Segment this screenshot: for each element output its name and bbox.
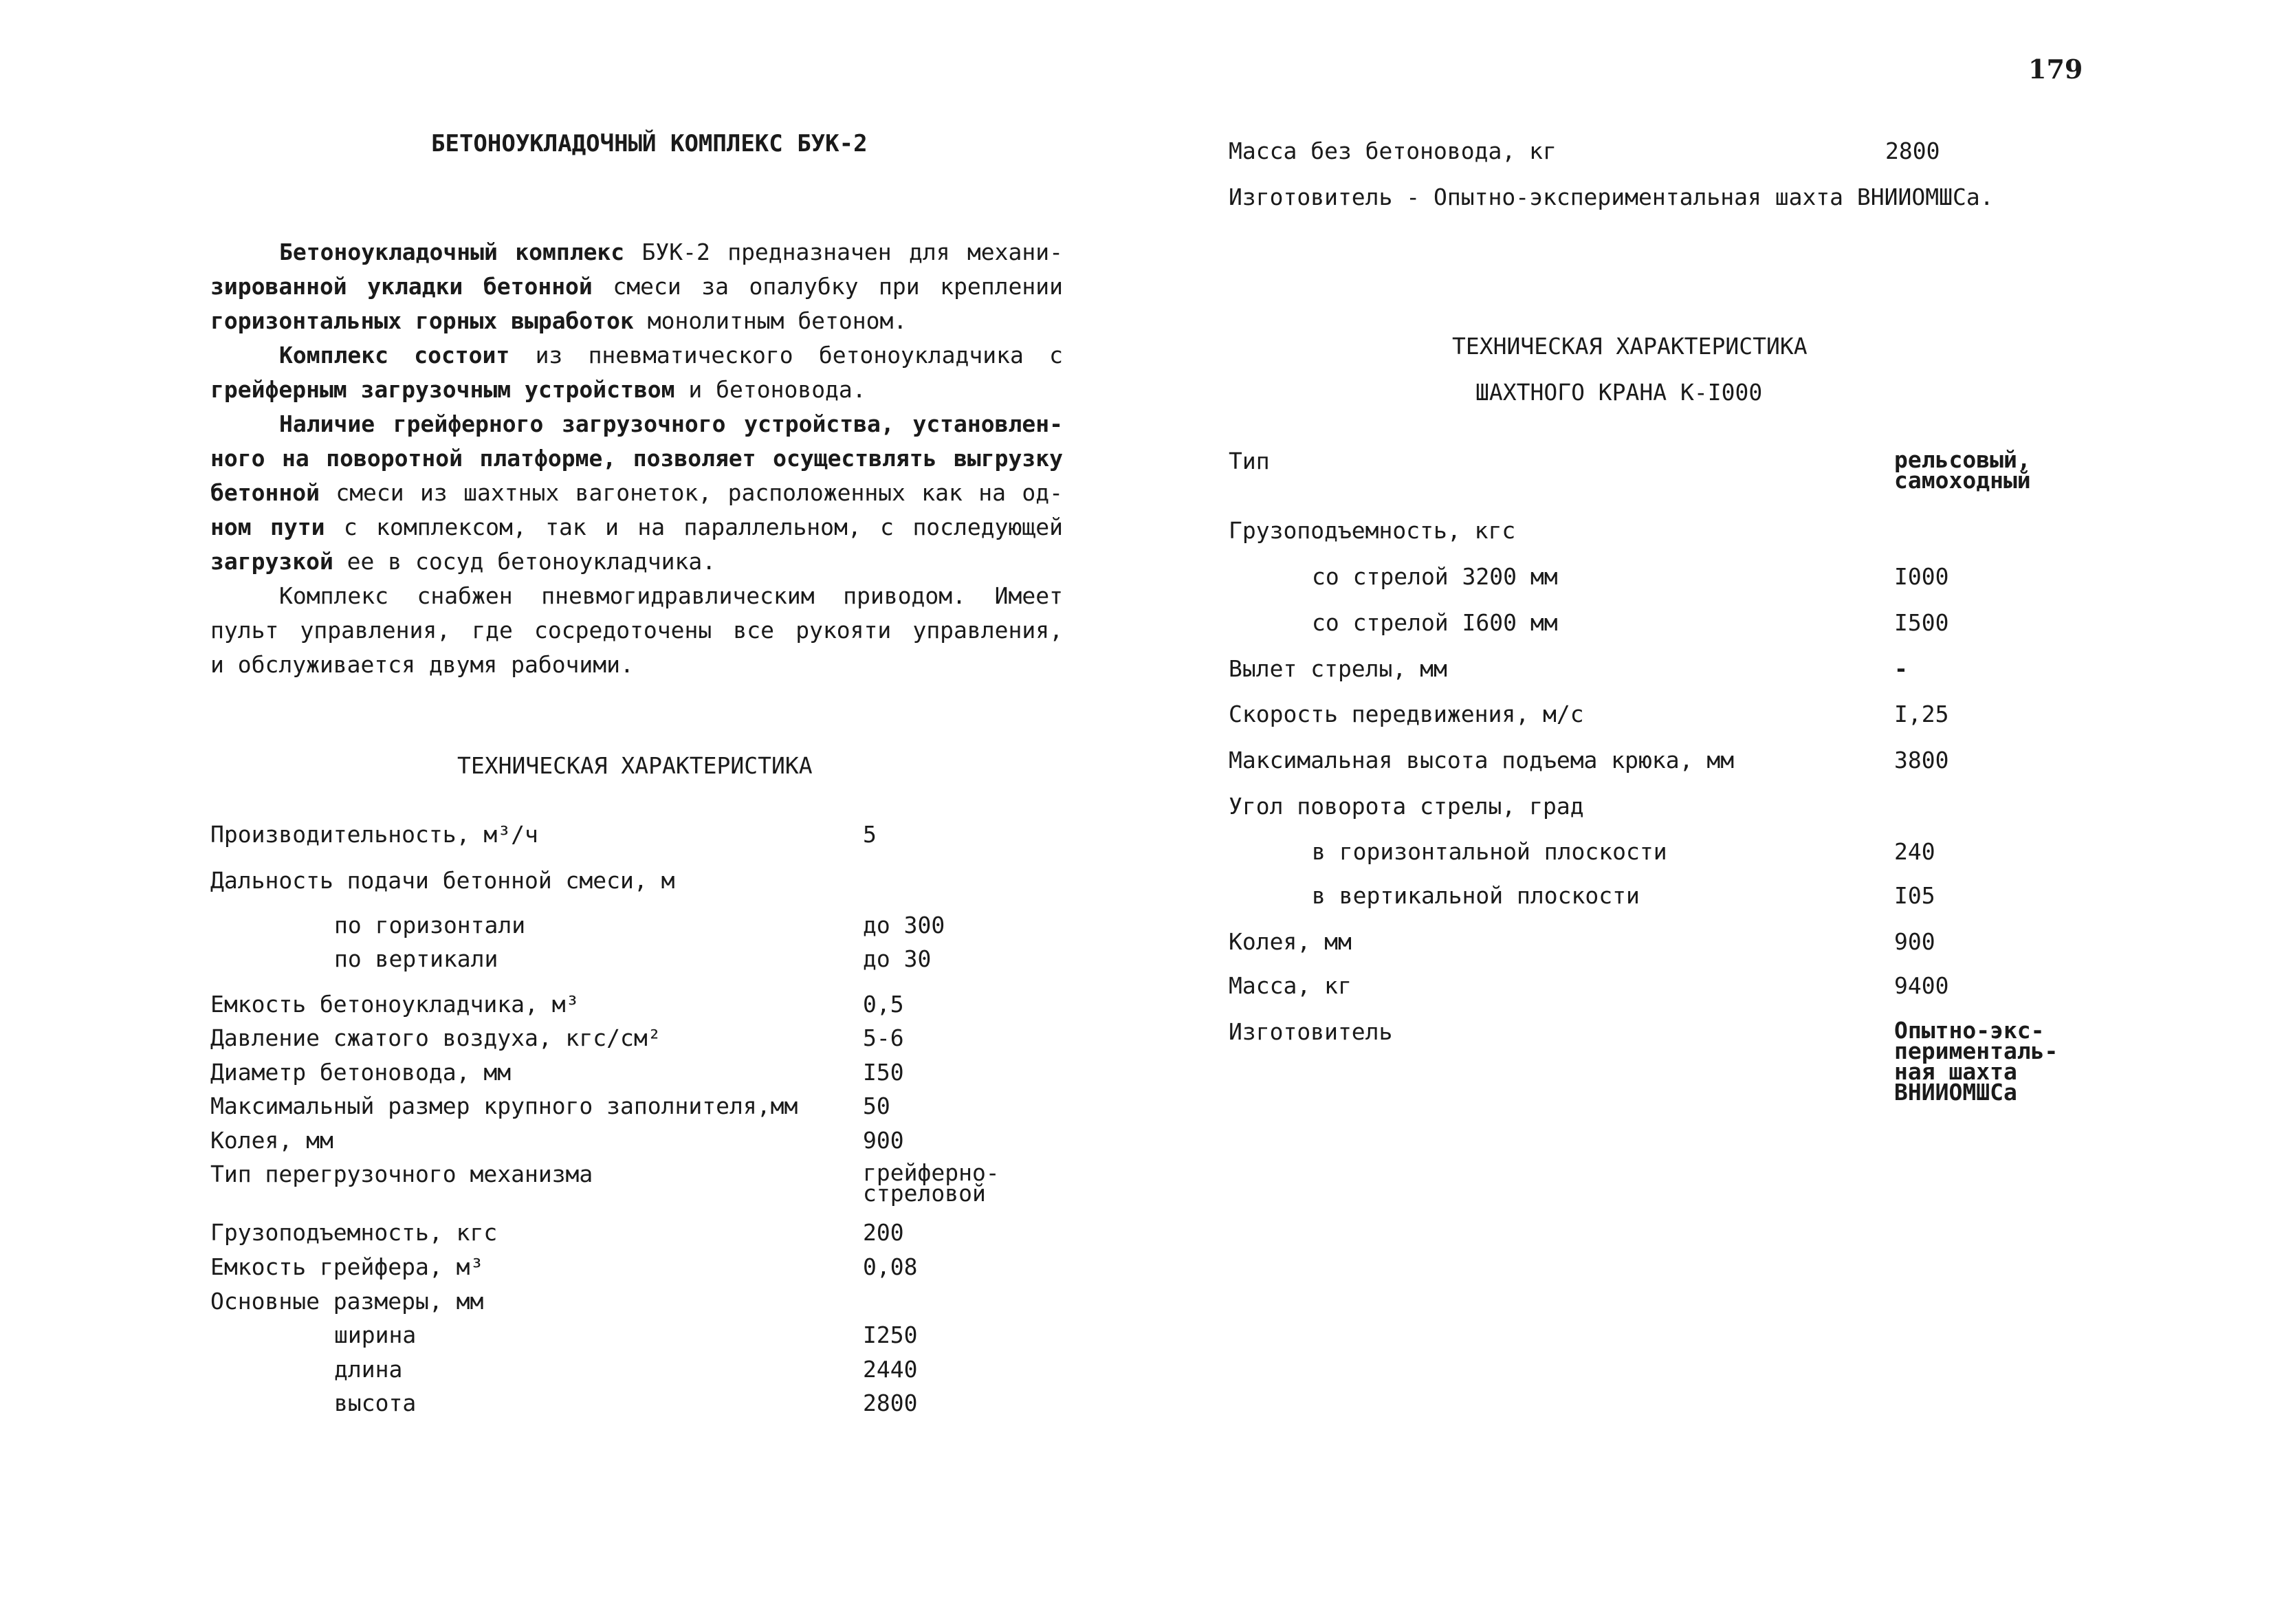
paragraph-line: загрузкой ее в сосуд бетоноукладчика. [210,548,716,575]
page-number: 179 [2028,54,2083,85]
spec-label: Масса, кг [1229,972,1352,999]
description-paragraph [210,235,1063,682]
spec-label: Колея, мм [210,1127,333,1154]
spec-label: по горизонтали [334,912,526,939]
spec-label: Угол поворота стрелы, град [1229,793,1584,820]
spec-label: ширина [334,1321,417,1348]
mass-label: Масса без бетоновода, кг [1229,138,1557,164]
paragraph-line: ного на поворотной платформе, позволяет осуществлять выгрузку [210,445,1063,472]
spec-value: 200 [863,1219,904,1246]
spec-value: 0,08 [863,1253,918,1280]
spec-label: Производительность, м³/ч [210,821,538,848]
spec-label: Максимальная высота подъема крюка, мм [1229,747,1735,773]
spec-label: в вертикальной плоскости [1312,882,1640,909]
spec-value: I05 [1894,882,1935,909]
spec-value: 9400 [1894,972,1949,999]
spec-label: Максимальный размер крупного заполнителя,мм [210,1093,798,1119]
paragraph-line: и обслуживается двумя рабочими. [210,651,634,678]
spec-label: Дальность подачи бетонной смеси, м [210,867,675,894]
paragraph-line: Комплекс снабжен пневмогидравлическим приводом. Имеет [279,582,1063,609]
spec-label: длина [334,1356,403,1383]
paragraph-line: горизонтальных горных выработок монолитным бетоном. [210,307,908,334]
spec-value: 2800 [863,1390,918,1416]
spec-value: I,25 [1894,701,1949,727]
mass-value: 2800 [1885,138,1940,164]
paragraph-line: Наличие грейферного загрузочного устройства, установлен- [279,410,1063,437]
spec-label: Тип перегрузочного механизма [210,1161,593,1187]
spec-value: I50 [863,1059,904,1086]
paragraph-line: Бетоноукладочный комплекс БУК-2 предназначен для механи- [279,239,1063,265]
spec-label: со стрелой 3200 мм [1312,563,1558,590]
spec-value: 3800 [1894,747,1949,773]
paragraph-line: Комплекс состоит из пневматического бетоноукладчика с [279,342,1064,369]
maker-line: Изготовитель - Опытно-экспериментальная шахта ВНИИОМШСа. [1229,184,1994,210]
spec-label: по вертикали [334,945,498,972]
spec-label: Вылет стрелы, мм [1229,655,1447,682]
spec-value: Опытно-экс- перименталь- ная шахта ВНИИОМШСа [1894,1017,2058,1106]
spec-value: 5 [863,821,877,848]
spec-label: со стрелой I600 мм [1312,609,1558,636]
spec-value: рельсовый, самоходный [1894,446,2031,494]
spec-label: Давление сжатого воздуха, кгс/см² [210,1024,661,1051]
spec-value: грейферно- стреловой [863,1159,1000,1207]
spec-label: Изготовитель [1229,1018,1393,1045]
spec-label: Емкость грейфера, м³ [210,1253,484,1280]
spec-label: Колея, мм [1229,928,1352,955]
paragraph-line: зированной укладки бетонной смеси за опалубку при креплении [210,273,1064,300]
spec-label: Основные размеры, мм [210,1288,484,1315]
spec-label: Грузоподъемность, кгс [210,1219,498,1246]
spec-value: до 30 [863,945,932,972]
paragraph-line: ном пути с комплексом, так и на параллельном, с последующей [210,514,1063,540]
paragraph-line: пульт управления, где сосредоточены все рукояти управления, [210,617,1063,644]
spec-value: I000 [1894,563,1949,590]
spec-value: 0,5 [863,991,904,1018]
right-spec-subtitle: ШАХТНОГО КРАНА К-I000 [1475,379,1763,406]
spec-label: в горизонтальной плоскости [1312,838,1667,865]
spec-label: Скорость передвижения, м/с [1229,701,1584,727]
spec-label: Грузоподъемность, кгс [1229,517,1516,544]
left-title-text: БЕТОНОУКЛАДОЧНЫЙ КОМПЛЕКС БУК-2 [431,130,868,157]
spec-value: 50 [863,1093,890,1119]
left-title [431,132,868,155]
spec-value: 240 [1894,838,1935,865]
paragraph-line: бетонной смеси из шахтных вагонеток, расположенных как на од- [210,479,1063,506]
spec-value: 2440 [863,1356,918,1383]
paragraph-line: грейферным загрузочным устройством и бетоновода. [210,376,866,403]
spec-value: 900 [1894,928,1935,955]
spec-value: - [1894,655,1908,682]
spec-label: высота [334,1390,417,1416]
spec-value: I250 [863,1321,918,1348]
spec-label: Диаметр бетоновода, мм [210,1059,512,1086]
spec-value: 900 [863,1127,904,1154]
spec-label: Тип [1229,448,1270,474]
spec-label: Емкость бетоноукладчика, м³ [210,991,580,1018]
spec-value: до 300 [863,912,945,939]
right-spec-title: ТЕХНИЧЕСКАЯ ХАРАКТЕРИСТИКА [1452,333,1808,360]
spec-value: 5-6 [863,1024,904,1051]
spec-value: I500 [1894,609,1949,636]
left-spec-title: ТЕХНИЧЕСКАЯ ХАРАКТЕРИСТИКА [457,752,813,779]
